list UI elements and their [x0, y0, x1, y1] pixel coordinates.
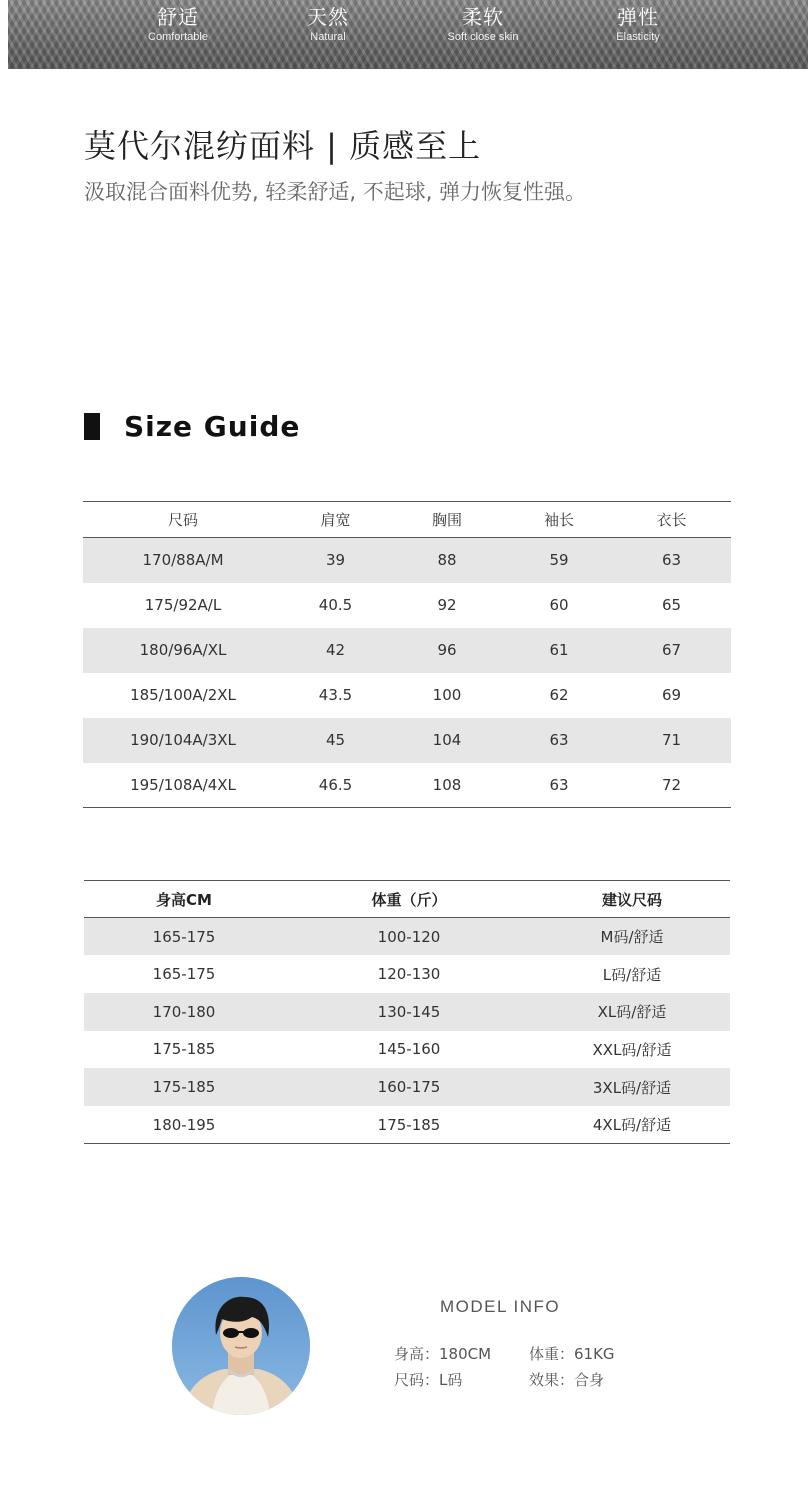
cell-sleeve: 63: [506, 718, 612, 763]
cell-suggested-size: XL码/舒适: [534, 993, 730, 1031]
cell-suggested-size: M码/舒适: [534, 918, 730, 956]
table-row: [84, 955, 730, 993]
cell-height: 165-175: [84, 918, 284, 956]
header-sleeve: 袖长: [506, 502, 612, 538]
cell-length: 63: [612, 538, 731, 583]
size-guide-title: Size Guide: [124, 410, 301, 443]
cell-shoulder: 40.5: [318, 596, 353, 614]
cell-chest: 92: [437, 596, 457, 614]
header-weight: 体重（斤）: [284, 881, 534, 918]
cell-size: 180/96A/XL: [83, 628, 283, 673]
cell-length: 67: [612, 628, 731, 673]
table-header-row: [83, 502, 731, 538]
feature-en: Soft close skin: [447, 31, 519, 43]
size-recommend-table: [84, 880, 730, 1144]
cell-sleeve: 62: [549, 686, 569, 704]
cell-length: 72: [661, 775, 682, 794]
feature-en: Elasticity: [616, 31, 660, 43]
cell-sleeve: 59: [506, 538, 612, 583]
cell-shoulder: 42: [283, 628, 388, 673]
cell-shoulder: 39: [283, 538, 388, 583]
cell-suggested-size: 4XL码/舒适: [592, 1116, 672, 1135]
cell-weight: 120-130: [377, 965, 441, 984]
table-row: [84, 918, 730, 956]
cell-sleeve: 63: [549, 775, 569, 794]
cell-weight: 145-160: [377, 1040, 441, 1059]
cell-size: 195/108A/4XL: [130, 775, 236, 794]
cell-height: 170-180: [84, 993, 284, 1031]
cell-weight: 175-185: [377, 1115, 441, 1134]
cell-weight: 160-175: [284, 1068, 534, 1106]
table-header-row: [84, 881, 730, 918]
cell-shoulder: 46.5: [318, 775, 353, 794]
cell-shoulder: 45: [283, 718, 388, 763]
cell-length: 71: [612, 718, 731, 763]
cell-height: 180-195: [152, 1115, 216, 1134]
feature-zh: 舒适: [157, 5, 199, 29]
feature-zh: 天然: [307, 5, 349, 29]
size-measure-table: [83, 501, 731, 808]
cell-size: 185/100A/2XL: [130, 686, 236, 704]
model-fit-effect: 效果：合身: [529, 1371, 605, 1389]
feature-zh: 柔软: [462, 5, 504, 29]
feature-soft: [413, 4, 553, 44]
cell-sleeve: 60: [549, 596, 569, 614]
header-height: 身高CM: [84, 881, 284, 918]
table-row: [83, 628, 731, 673]
model-height: 身高：180CM: [394, 1345, 492, 1363]
table-row: [84, 993, 730, 1031]
fabric-title: 莫代尔混纺面料 | 质感至上: [84, 127, 482, 165]
feature-zh: 弹性: [617, 5, 659, 29]
table-row: [83, 538, 731, 583]
cell-chest: 104: [388, 718, 506, 763]
feature-elasticity: [568, 4, 708, 44]
header-length: 衣长: [612, 502, 731, 538]
model-size: 尺码：L码: [394, 1371, 463, 1389]
model-weight: 体重：61KG: [529, 1345, 615, 1363]
header-chest: 胸围: [388, 502, 506, 538]
model-info-title: MODEL INFO: [440, 1297, 561, 1316]
section-marker: [84, 413, 100, 440]
feature-comfortable: [108, 4, 248, 44]
table-row: [84, 1106, 730, 1144]
cell-chest: 100: [432, 686, 462, 704]
cell-size: 175/92A/L: [144, 596, 222, 614]
table-row: [83, 583, 731, 628]
header-size: 尺码: [83, 502, 283, 538]
cell-chest: 88: [388, 538, 506, 583]
table-row: [83, 673, 731, 718]
cell-shoulder: 43.5: [318, 686, 353, 704]
cell-suggested-size: XXL码/舒适: [592, 1040, 672, 1059]
cell-sleeve: 61: [506, 628, 612, 673]
cell-suggested-size: 3XL码/舒适: [534, 1068, 730, 1106]
cell-height: 175-185: [152, 1040, 216, 1059]
table-row: [84, 1068, 730, 1106]
cell-suggested-size: L码/舒适: [602, 965, 662, 984]
table-row: [83, 718, 731, 763]
knit-fabric-banner: [8, 0, 808, 69]
model-portrait-illustration: [172, 1277, 310, 1415]
model-avatar: [172, 1277, 310, 1415]
cell-weight: 100-120: [284, 918, 534, 956]
feature-en: Comfortable: [148, 31, 208, 43]
cell-length: 65: [661, 596, 682, 614]
table-row: [83, 763, 731, 808]
header-shoulder: 肩宽: [283, 502, 388, 538]
cell-chest: 108: [432, 775, 462, 794]
cell-size: 190/104A/3XL: [83, 718, 283, 763]
header-suggested-size: 建议尺码: [534, 881, 730, 918]
cell-size: 170/88A/M: [83, 538, 283, 583]
cell-length: 69: [661, 686, 682, 704]
fabric-subtitle: 汲取混合面料优势, 轻柔舒适, 不起球, 弹力恢复性强。: [84, 180, 587, 204]
cell-height: 175-185: [84, 1068, 284, 1106]
cell-height: 165-175: [152, 965, 216, 984]
cell-chest: 96: [388, 628, 506, 673]
feature-en: Natural: [310, 31, 346, 43]
feature-natural: [258, 4, 398, 44]
table-row: [84, 1031, 730, 1069]
cell-weight: 130-145: [284, 993, 534, 1031]
